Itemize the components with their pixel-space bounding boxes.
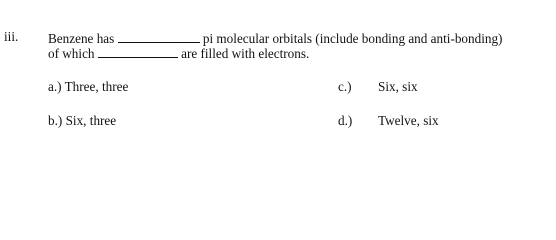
option-b-text: Six, three — [65, 113, 117, 128]
option-a-label: a.) — [48, 79, 62, 94]
question-line-1 — [48, 30, 502, 45]
answer-blank-2[interactable] — [98, 45, 178, 58]
option-b-label: b.) — [48, 113, 63, 128]
option-c-text: Six, six — [378, 79, 418, 94]
option-a-text: Three, three — [64, 79, 129, 94]
option-d-text: Twelve, six — [378, 113, 439, 128]
question-number: iii. — [4, 29, 19, 44]
option-a[interactable] — [48, 80, 128, 93]
line2-before-text: of which — [48, 46, 95, 61]
question-line-2 — [48, 45, 309, 60]
option-b[interactable] — [48, 114, 116, 127]
option-c[interactable] — [338, 79, 418, 94]
option-d[interactable] — [338, 113, 439, 128]
option-c-label: c.) — [338, 79, 352, 94]
line1-after-text: pi molecular orbitals (include bonding and anti-bonding) — [202, 31, 503, 46]
answer-blank-1[interactable] — [118, 30, 200, 43]
line2-after-text: are filled with electrons. — [181, 46, 310, 61]
line1-before-text: Benzene has — [48, 31, 115, 46]
option-d-label: d.) — [338, 113, 353, 128]
